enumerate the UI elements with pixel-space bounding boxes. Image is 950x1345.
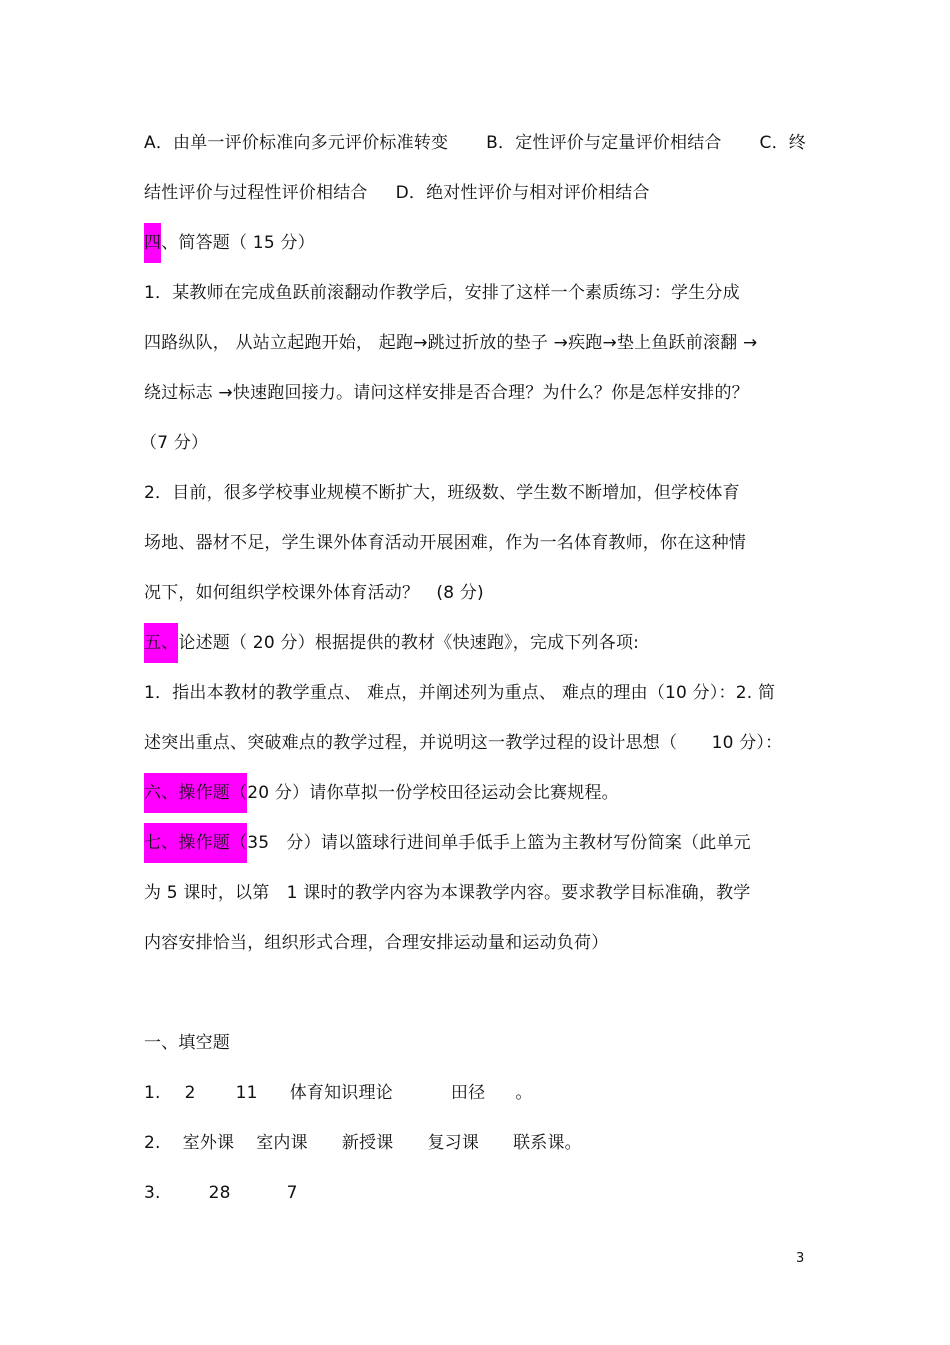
answer-number: 2. — [144, 1133, 161, 1153]
answer-row-3 — [144, 1181, 806, 1205]
section-4-heading — [144, 231, 806, 263]
highlight-mark: 七、操作题（ — [144, 823, 247, 863]
option-c-end: 结性评价与过程性评价相结合 — [144, 183, 368, 203]
answer-value: 复习课 — [427, 1133, 480, 1153]
q1-line-2-text: 四路纵队， 从站立起跑开始， 起跑→跳过折放的垫子 →疾跑→垫上鱼跃前滚翻 → — [144, 333, 758, 353]
option-d: D．绝对性评价与相对评价相结合 — [395, 183, 650, 203]
answer-value: 室内课 — [256, 1133, 308, 1153]
section-5-title: 论述题（ 20 分）根据提供的教材《快速跑》，完成下列各项: — [178, 633, 640, 653]
answer-number: 1. — [144, 1083, 161, 1103]
page-number: 3 — [796, 1251, 805, 1266]
section-6-heading — [144, 781, 806, 813]
answer-number: 3. — [144, 1183, 161, 1203]
option-a: A．由单一评价标准向多元评价标准转变 — [144, 133, 449, 153]
answer-value: 。 — [515, 1083, 533, 1103]
answer-value: 新授课 — [341, 1133, 394, 1153]
q1-line-3: 绕过标志 →快速跑回接力。请问这样安排是否合理？为什么？你是怎样安排的？ — [144, 383, 749, 403]
q2-line-1: 2．目前，很多学校事业规模不断扩大，班级数、学生数不断增加，但学校体育 — [144, 483, 740, 503]
highlight-mark: 五、 — [144, 623, 178, 663]
answer-value: 28 — [208, 1183, 231, 1203]
answer-value: 2 — [184, 1083, 196, 1103]
section-5-heading — [144, 631, 806, 663]
answer-value: 田径 — [450, 1083, 486, 1103]
q1-line-2 — [144, 331, 806, 355]
section-7-line-1: 35 分）请以篮球行进间单手低手上篮为主教材写份简案（此单元 — [247, 833, 751, 853]
answer-value: 室外课 — [182, 1133, 235, 1153]
q2-line-2: 场地、器材不足，学生课外体育活动开展困难，作为一名体育教师，你在这种情 — [144, 533, 746, 553]
answer-row-2 — [144, 1131, 806, 1155]
section-7-heading — [144, 831, 806, 863]
section-7-line-3: 内容安排恰当，组织形式合理，合理安排运动量和运动负荷） — [144, 933, 609, 953]
q1-line-1: 1．某教师在完成鱼跃前滚翻动作教学后，安排了这样一个素质练习：学生分成 — [144, 283, 740, 303]
option-b: B．定性评价与定量评价相结合 — [486, 133, 722, 153]
options-line-1 — [144, 131, 806, 155]
q2-line-3: 况下，如何组织学校课外体育活动？ (8 分) — [144, 583, 484, 603]
answer-value: 联系课。 — [513, 1133, 582, 1153]
answer-value: 11 — [235, 1083, 258, 1103]
section-6-title: 20 分）请你草拟一份学校田径运动会比赛规程。 — [247, 783, 619, 803]
s5-line-1: 1．指出本教材的教学重点、 难点，并阐述列为重点、 难点的理由（10 分）：2. 简 — [144, 683, 776, 703]
section-4-title: 、简答题（ 15 分） — [161, 233, 315, 253]
option-c-start: C．终 — [759, 133, 806, 153]
highlight-mark: 四 — [144, 223, 161, 263]
highlight-mark: 六、操作题（ — [144, 773, 247, 813]
answer-value: 体育知识理论 — [289, 1083, 393, 1103]
q1-line-4: （7 分） — [140, 433, 209, 453]
answer-row-1 — [144, 1081, 806, 1105]
section-7-line-2: 为 5 课时，以第 1 课时的教学内容为本课教学内容。要求教学目标准确，教学 — [144, 883, 751, 903]
s5-line-2: 述突出重点、突破难点的教学过程，并说明这一教学过程的设计思想（ 10 分）： — [144, 733, 783, 753]
answers-heading: 一、填空题 — [144, 1033, 230, 1053]
answer-value: 7 — [286, 1183, 298, 1203]
options-line-2 — [144, 181, 806, 205]
